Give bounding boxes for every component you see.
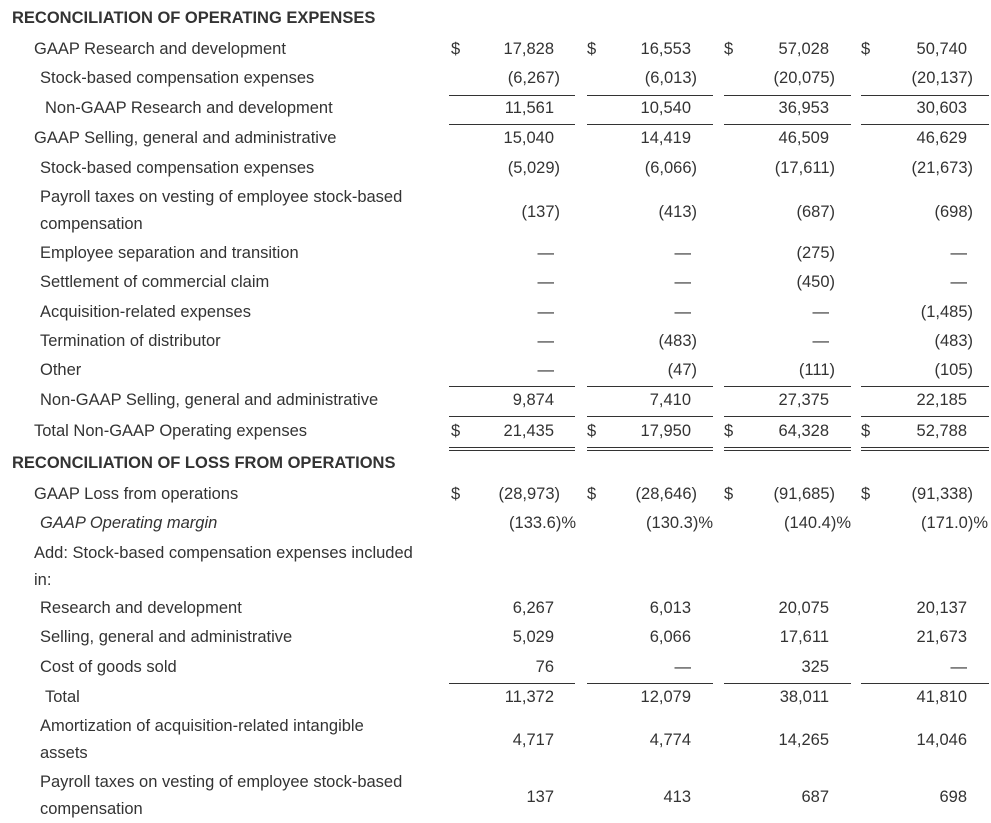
value-cell: — (950, 244, 967, 262)
table-row (0, 769, 991, 818)
value-cell: 46,509 (778, 129, 829, 147)
currency-symbol: $ (861, 485, 871, 503)
row-label-line: Add: Stock-based compensation expenses included (34, 544, 413, 562)
row-label: GAAP Selling, general and administrative (34, 129, 337, 147)
value-cell: (20,075) (773, 69, 835, 87)
value-cell: (483) (934, 332, 973, 350)
currency-symbol: $ (587, 422, 597, 440)
row-label: GAAP Research and development (34, 40, 286, 58)
row-label: GAAP Operating margin (40, 514, 218, 532)
value-cell: 17,828 (503, 40, 554, 58)
value-cell: 698 (939, 788, 967, 806)
value-cell: 15,040 (503, 129, 554, 147)
value-cell: (137) (521, 203, 560, 221)
section-title-loss-from-operations: RECONCILIATION OF LOSS FROM OPERATIONS (12, 454, 396, 472)
value-cell: (6,066) (644, 159, 697, 177)
row-label: Research and development (40, 599, 242, 617)
value-cell: 137 (526, 788, 554, 806)
subtotal-rule (449, 683, 575, 684)
row-label: Termination of distributor (40, 332, 221, 350)
row-label: Employee separation and transition (40, 244, 299, 262)
value-cell: — (674, 303, 691, 321)
value-cell: (483) (658, 332, 697, 350)
value-cell: 16,553 (640, 40, 691, 58)
subtotal-rule (587, 386, 713, 387)
value-cell: 14,046 (916, 731, 967, 749)
subtotal-rule (724, 416, 851, 417)
value-cell: — (674, 273, 691, 291)
total-double-rule (861, 447, 989, 451)
row-label: Other (40, 361, 82, 379)
value-cell: (140.4)% (784, 514, 851, 532)
row-label: Selling, general and administrative (40, 628, 293, 646)
currency-symbol: $ (861, 422, 871, 440)
value-cell: — (537, 332, 554, 350)
value-cell: — (537, 361, 554, 379)
value-cell: 5,029 (512, 628, 554, 646)
value-cell: (413) (658, 203, 697, 221)
value-cell: 17,611 (779, 628, 829, 646)
value-cell: 46,629 (916, 129, 967, 147)
value-cell: 22,185 (916, 391, 967, 409)
value-cell: — (674, 244, 691, 262)
row-label: Cost of goods sold (40, 658, 177, 676)
subtotal-rule (861, 386, 989, 387)
table-row (0, 713, 991, 769)
currency-symbol: $ (451, 40, 461, 58)
value-cell: (275) (796, 244, 835, 262)
value-cell: 27,375 (778, 391, 829, 409)
value-cell: 4,717 (512, 731, 554, 749)
value-cell: (111) (798, 361, 835, 379)
currency-symbol: $ (724, 485, 734, 503)
value-cell: — (812, 332, 829, 350)
value-cell: 38,011 (779, 688, 829, 706)
row-label: Acquisition-related expenses (40, 303, 251, 321)
row-label: Settlement of commercial claim (40, 273, 270, 291)
table-row (0, 540, 991, 596)
row-label: Non-GAAP Selling, general and administrative (40, 391, 379, 409)
value-cell: (698) (934, 203, 973, 221)
value-cell: 20,075 (778, 599, 829, 617)
value-cell: 9,874 (512, 391, 554, 409)
value-cell: 11,561 (504, 99, 554, 117)
value-cell: 76 (535, 658, 554, 676)
value-cell: 21,673 (916, 628, 967, 646)
value-cell: 7,410 (649, 391, 691, 409)
row-label-line: Payroll taxes on vesting of employee stock-based (40, 188, 403, 206)
value-cell: (450) (796, 273, 835, 291)
subtotal-rule (861, 95, 989, 96)
value-cell: 64,328 (778, 422, 829, 440)
value-cell: 6,066 (649, 628, 691, 646)
value-cell: (28,646) (635, 485, 697, 503)
currency-symbol: $ (724, 422, 734, 440)
value-cell: — (674, 658, 691, 676)
value-cell: (20,137) (911, 69, 973, 87)
currency-symbol: $ (587, 40, 597, 58)
value-cell: — (950, 658, 967, 676)
value-cell: — (537, 244, 554, 262)
total-double-rule (587, 447, 713, 451)
value-cell: — (537, 273, 554, 291)
value-cell: (91,685) (773, 485, 835, 503)
value-cell: (47) (667, 361, 697, 379)
row-label-line: compensation (40, 800, 143, 818)
row-label-line: compensation (40, 215, 143, 233)
value-cell: 41,810 (916, 688, 967, 706)
value-cell: (687) (796, 203, 835, 221)
value-cell: 10,540 (640, 99, 691, 117)
value-cell: (1,485) (920, 303, 973, 321)
value-cell: 57,028 (778, 40, 829, 58)
subtotal-rule (449, 95, 575, 96)
value-cell: (171.0)% (921, 514, 988, 532)
total-double-rule (724, 447, 851, 451)
row-label-line: assets (40, 744, 88, 762)
value-cell: — (812, 303, 829, 321)
table-row (0, 184, 991, 240)
subtotal-rule (724, 95, 851, 96)
value-cell: 687 (801, 788, 829, 806)
subtotal-rule (861, 683, 989, 684)
value-cell: 4,774 (649, 731, 691, 749)
row-label: Stock-based compensation expenses (40, 69, 315, 87)
value-cell: 11,372 (504, 688, 554, 706)
subtotal-rule (587, 683, 713, 684)
total-double-rule (449, 447, 575, 451)
section-title-operating-expenses: RECONCILIATION OF OPERATING EXPENSES (12, 9, 376, 27)
subtotal-rule (587, 416, 713, 417)
subtotal-rule (449, 124, 575, 125)
value-cell: (133.6)% (509, 514, 576, 532)
row-label-line: Payroll taxes on vesting of employee stock-based (40, 773, 403, 791)
value-cell: (17,611) (774, 159, 835, 177)
value-cell: 36,953 (778, 99, 829, 117)
value-cell: (91,338) (911, 485, 973, 503)
subtotal-rule (449, 416, 575, 417)
value-cell: — (950, 273, 967, 291)
subtotal-rule (449, 386, 575, 387)
value-cell: 21,435 (503, 422, 554, 440)
subtotal-rule (587, 124, 713, 125)
row-label: Stock-based compensation expenses (40, 159, 315, 177)
subtotal-rule (861, 416, 989, 417)
row-label: GAAP Loss from operations (34, 485, 239, 503)
value-cell: 14,265 (778, 731, 829, 749)
value-cell: (6,013) (644, 69, 697, 87)
value-cell: 30,603 (916, 99, 967, 117)
value-cell: 14,419 (640, 129, 691, 147)
value-cell: — (537, 303, 554, 321)
row-label: Total Non-GAAP Operating expenses (34, 422, 308, 440)
value-cell: 17,950 (640, 422, 691, 440)
value-cell: (6,267) (507, 69, 560, 87)
currency-symbol: $ (861, 40, 871, 58)
currency-symbol: $ (451, 422, 461, 440)
value-cell: 52,788 (916, 422, 967, 440)
value-cell: 12,079 (640, 688, 691, 706)
row-label-line: in: (34, 571, 52, 589)
value-cell: (21,673) (911, 159, 973, 177)
value-cell: (5,029) (507, 159, 560, 177)
value-cell: 20,137 (916, 599, 967, 617)
currency-symbol: $ (451, 485, 461, 503)
value-cell: 6,013 (649, 599, 691, 617)
row-label-line: Amortization of acquisition-related intangible (40, 717, 364, 735)
value-cell: 6,267 (512, 599, 554, 617)
currency-symbol: $ (587, 485, 597, 503)
currency-symbol: $ (724, 40, 734, 58)
subtotal-rule (587, 95, 713, 96)
subtotal-rule (724, 386, 851, 387)
value-cell: 413 (663, 788, 691, 806)
value-cell: (28,973) (498, 485, 560, 503)
subtotal-rule (861, 124, 989, 125)
value-cell: (105) (934, 361, 973, 379)
subtotal-rule (724, 683, 851, 684)
subtotal-rule (724, 124, 851, 125)
row-label: Non-GAAP Research and development (45, 99, 333, 117)
value-cell: 325 (801, 658, 829, 676)
value-cell: 50,740 (916, 40, 967, 58)
row-label: Total (45, 688, 80, 706)
value-cell: (130.3)% (646, 514, 713, 532)
